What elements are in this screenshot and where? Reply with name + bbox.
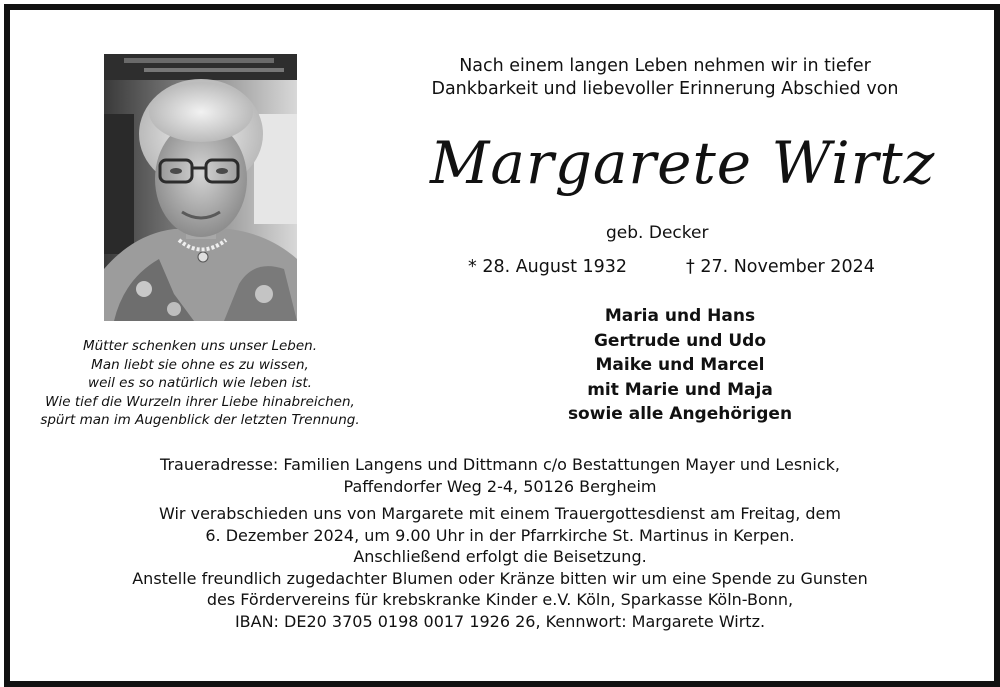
birth-date: * 28. August 1932	[468, 257, 628, 277]
poem-line: weil es so natürlich wie leben ist.	[88, 375, 312, 391]
family-member: Gertrude und Udo	[593, 330, 767, 351]
service-line: des Fördervereins für krebskranke Kinder e.V. Köln, Sparkasse Köln-Bonn,	[206, 590, 794, 609]
service-line: IBAN: DE20 3705 0198 0017 1926 26, Kennwort: Margarete Wirtz.	[234, 611, 766, 631]
service-line: Anschließend erfolgt die Beisetzung.	[353, 547, 647, 566]
family-member: Maria und Hans	[604, 306, 756, 326]
poem-line: spürt man im Augenblick der letzten Trennung.	[40, 412, 360, 428]
poem-line: Wie tief die Wurzeln ihrer Liebe hinabreichen,	[45, 393, 355, 410]
family-member: Maike und Marcel	[595, 355, 765, 375]
address-line: Traueradresse: Familien Langens und Dittmann c/o Bestattungen Mayer und Lesnick,	[160, 455, 840, 474]
poem-line: Mütter schenken uns unser Leben.	[82, 338, 318, 354]
portrait-image	[104, 54, 297, 321]
intro-text	[420, 55, 910, 101]
address-line: Paffendorfer Weg 2-4, 50126 Bergheim	[343, 476, 657, 496]
service-line: Wir verabschieden uns von Margarete mit einem Trauergottesdienst am Freitag, dem	[159, 504, 841, 523]
poem-line: Man liebt sie ohne es zu wissen,	[91, 356, 309, 373]
portrait-photo	[104, 54, 297, 321]
details-block	[100, 454, 900, 632]
poem	[30, 337, 370, 430]
death-date: † 27. November 2024	[686, 257, 875, 277]
family-member: mit Marie und Maja	[587, 379, 773, 400]
family-list	[520, 304, 840, 427]
intro-line: Dankbarkeit und liebevoller Erinnerung Abschied von	[431, 79, 899, 99]
family-member: sowie alle Angehörigen	[567, 404, 793, 424]
intro-line: Nach einem langen Leben nehmen wir in tiefer	[459, 56, 871, 76]
service-line: 6. Dezember 2024, um 9.00 Uhr in der Pfarrkirche St. Martinus in Kerpen.	[205, 525, 795, 545]
deceased-name: Margarete Wirtz	[430, 129, 936, 197]
service-line: Anstelle freundlich zugedachter Blumen oder Kränze bitten wir um eine Spende zu Gunsten	[132, 568, 868, 588]
birth-name: geb. Decker	[606, 223, 709, 243]
